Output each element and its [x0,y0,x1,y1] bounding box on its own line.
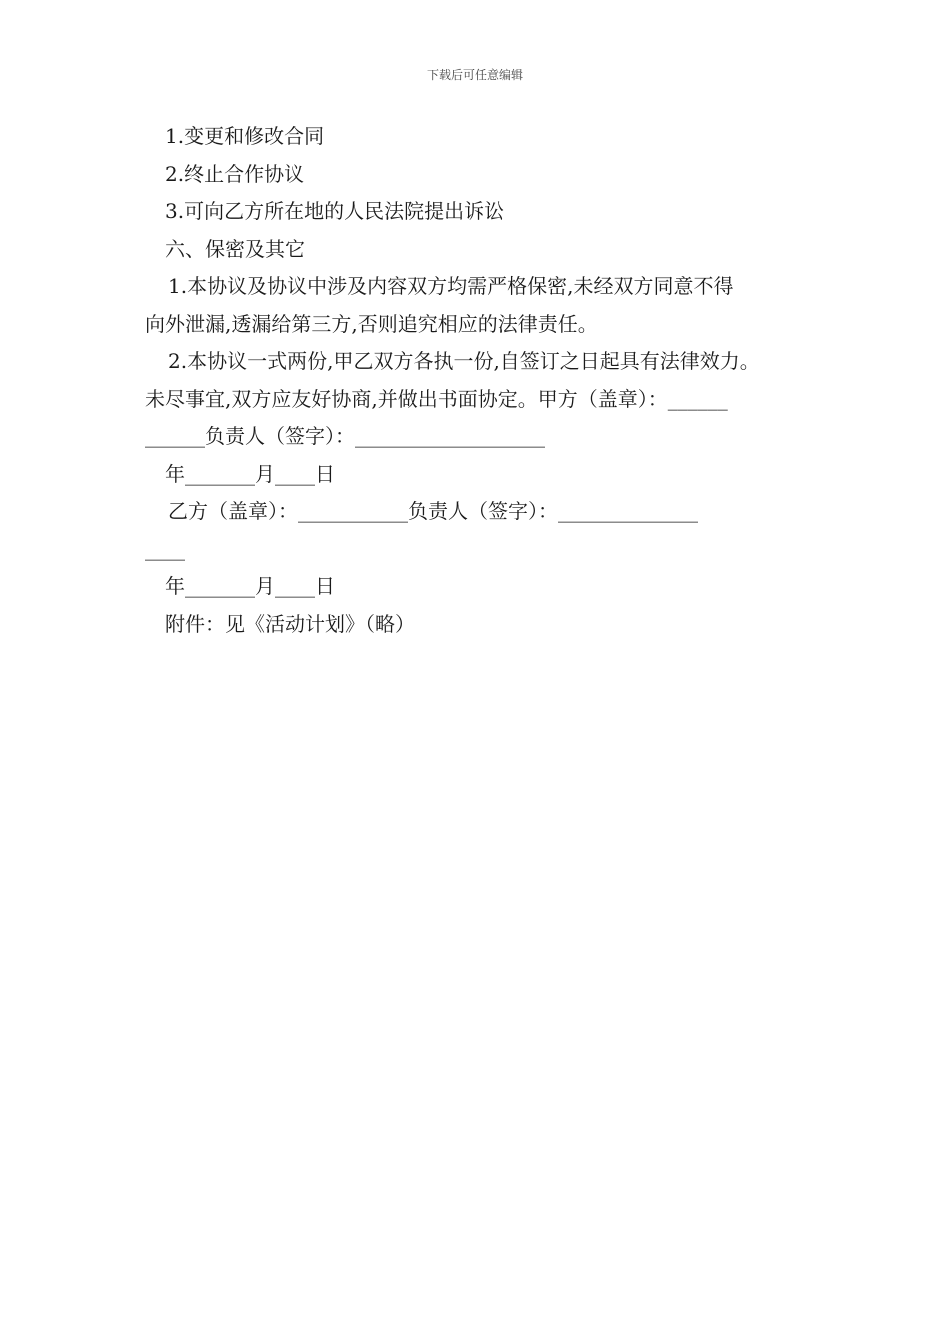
signature-line: ____ [145,536,185,561]
document-body [145,118,815,643]
date-line: 年_______月____日 [165,574,335,598]
clause-line: 未尽事宜,双方应友好协商,并做出书面协定。甲方（盖章）：______ [145,386,728,411]
clause-line: 向外泄漏,透漏给第三方,否则追究相应的法律责任。 [145,311,598,336]
clause-line: 2.本协议一式两份,甲乙双方各执一份,自签订之日起具有法律效力。 [168,349,760,373]
attachment-line: 附件：见《活动计划》（略） [165,611,415,636]
clause-line: 3.可向乙方所在地的人民法院提出诉讼 [165,199,505,223]
date-line: 年_______月____日 [165,461,335,486]
section-heading: 六、保密及其它 [165,236,305,261]
signature-line: 乙方（盖章）：___________负责人（签字）：______________ [168,499,698,523]
clause-line: 1.变更和修改合同 [165,124,325,148]
clause-line: 2.终止合作协议 [165,161,305,186]
page-header: 下载后可任意编辑 [426,68,523,82]
signature-line: ______负责人（签字）：___________________ [145,424,545,448]
clause-line: 1.本协议及协议中涉及内容双方均需严格保密,未经双方同意不得 [168,274,734,298]
